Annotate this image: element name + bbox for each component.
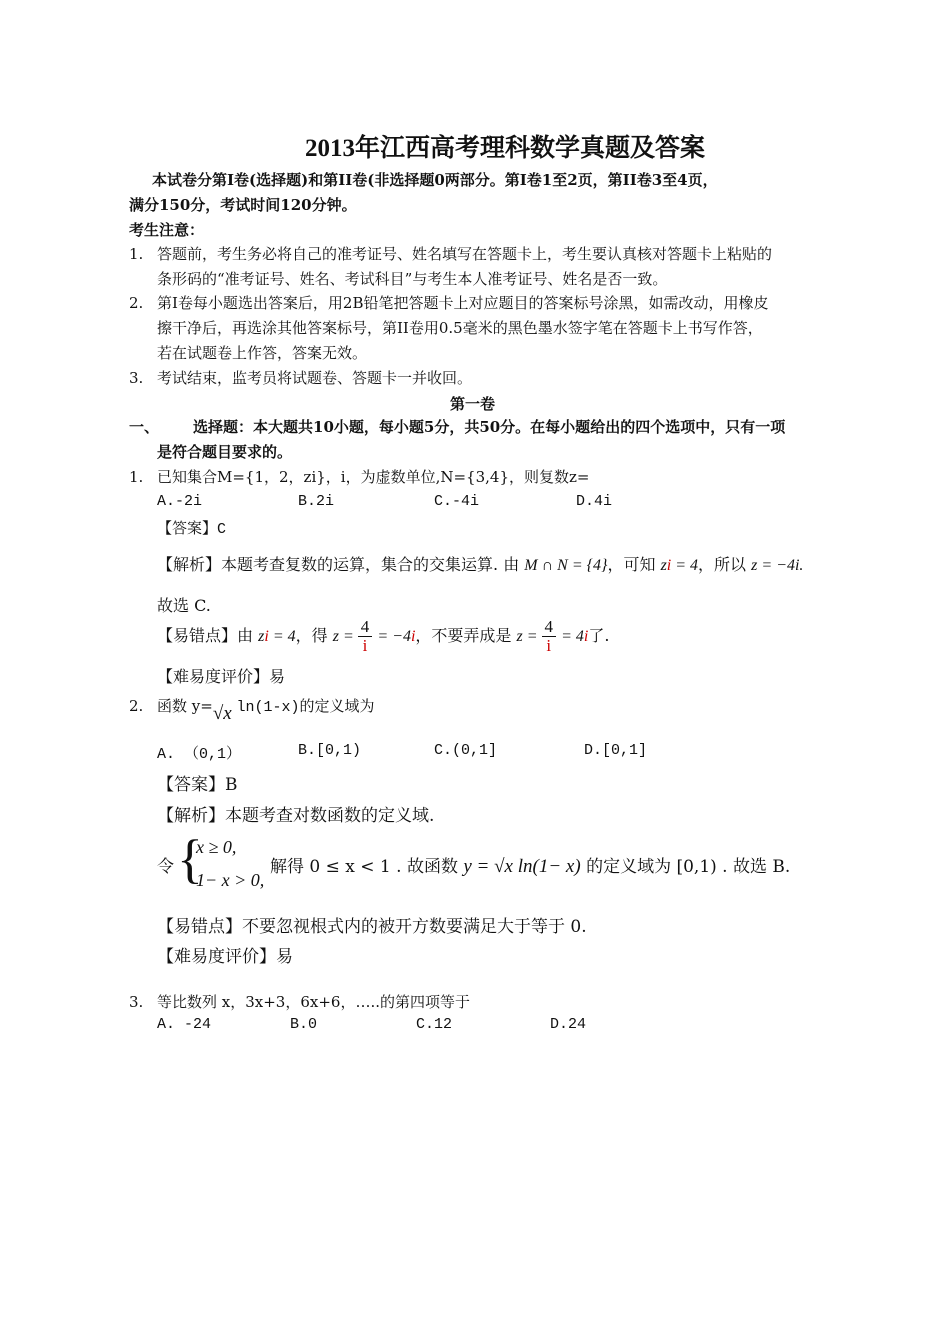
section-line-2: 是符合题目要求的。 xyxy=(157,443,293,461)
sqrt-x: √x xyxy=(212,703,232,724)
q3-option-a: A. -24 xyxy=(157,1016,212,1033)
answer-value: C xyxy=(217,521,227,538)
q1-difficulty: 【难易度评价】易 xyxy=(157,667,286,686)
notice-line: 擦干净后，再选涂其他答案标号，第II卷用0.5毫米的黑色墨水签字笔在答题卡上书写作答， xyxy=(157,319,763,337)
q2-solution: 解得 0 ≤ x < 1 . 故函数 y = √x ln(1− x) 的定义域为 [0,1) . 故选 B. xyxy=(270,856,791,877)
fraction: $\frac{4}{i}$ xyxy=(542,618,557,655)
q1-stem: 已知集合M={1，2，zi}，i，为虚数单位,N={3,4}，则复数z= xyxy=(157,468,590,486)
q1-answer xyxy=(157,517,226,541)
fraction: $\frac{4}{i}$ xyxy=(358,618,373,655)
q3-option-b: B.0 xyxy=(290,1016,318,1033)
q2-option-d: D.[0,1] xyxy=(584,742,648,759)
part-title: 第一卷 xyxy=(450,395,496,413)
q2-ling: 令 xyxy=(157,857,174,877)
q2-option-a: A. （0,1） xyxy=(157,746,242,763)
q1-mistake: 【易错点】由 zi = 4，得 z = $\frac{4}{i}$ = −4i，不要弄成是 z = $\frac{4}{i}$ = 4i了. xyxy=(157,617,610,655)
q3-number: 3. xyxy=(129,993,144,1011)
q3-option-c: C.12 xyxy=(416,1016,453,1033)
intro-line-1: 本试卷分第Ⅰ卷(选择题)和第II卷(非选择题0两部分。第Ⅰ卷1至2页，第II卷3至4页， xyxy=(152,171,718,189)
q2-option-b: B.[0,1) xyxy=(298,742,362,759)
intro-line-2: 满分150分，考试时间120分钟。 xyxy=(129,196,357,214)
analysis-math-intersection: M ∩ N = {4} xyxy=(524,557,608,574)
notice-num: 2. xyxy=(129,294,144,312)
page-title: 2013年江西高考理科数学真题及答案 xyxy=(305,135,706,162)
q3-option-d: D.24 xyxy=(550,1016,587,1033)
notice-line: 考试结束，监考员将试题卷、答题卡一并收回。 xyxy=(157,369,473,387)
notice-heading: 考生注意： xyxy=(129,221,205,239)
system-line-2: 1− x > 0, xyxy=(196,870,265,890)
system-line-1: x ≥ 0, xyxy=(196,837,237,857)
analysis-result: z = −4i. xyxy=(751,557,804,574)
analysis-tail: ，所以 xyxy=(698,555,747,574)
q2-difficulty: 【难易度评价】易 xyxy=(157,947,293,967)
q1-number: 1. xyxy=(129,468,144,486)
q1-option-d: D.4i xyxy=(576,493,613,510)
q2-option-c: C.(0,1] xyxy=(434,742,498,759)
notice-line: 第Ⅰ卷每小题选出答案后，用2B铅笔把答题卡上对应题目的答案标号涂黑，如需改动，用橡皮 xyxy=(157,294,769,312)
analysis-tag: 【解析】 xyxy=(157,555,222,574)
analysis-text: 本题考查复数的运算，集合的交集运算. 由 xyxy=(221,555,520,574)
q2-stem: 函数 y=√x ln(1-x)的定义域为 xyxy=(157,697,375,724)
q1-option-c: C.-4i xyxy=(434,493,480,510)
mistake-tag: 【易错点】 xyxy=(157,626,238,645)
section-line-1: 选择题：本大题共10小题，每小题5分，共50分。在每小题给出的四个选项中，只有一项 xyxy=(193,418,786,436)
system-brace: { xyxy=(177,829,203,889)
q2-answer: 【答案】B xyxy=(157,775,238,795)
notice-num: 3. xyxy=(129,369,144,387)
q2-number: 2. xyxy=(129,697,144,715)
notice-line: 若在试题卷上作答，答案无效。 xyxy=(157,344,368,362)
q1-analysis xyxy=(157,552,803,575)
q3-stem: 等比数列 x，3x+3，6x+6，…..的第四项等于 xyxy=(157,993,470,1011)
notice-line: 条形码的“准考证号、姓名、考试科目”与考生本人准考证号、姓名是否一致。 xyxy=(157,270,668,288)
notice-line: 答题前，考生务必将自己的准考证号、姓名填写在答题卡上，考生要认真核对答题卡上粘贴的 xyxy=(157,245,773,263)
q1-option-b: B.2i xyxy=(298,493,335,510)
answer-tag: 【答案】 xyxy=(157,519,218,537)
q1-option-a: A.-2i xyxy=(157,493,203,510)
analysis-math-zi: zi = 4 xyxy=(660,557,699,574)
notice-num: 1. xyxy=(129,245,144,263)
analysis-mid: ，可知 xyxy=(607,555,656,574)
q1-conclusion: 故选 C. xyxy=(157,596,211,615)
q2-analysis: 【解析】本题考查对数函数的定义域. xyxy=(157,806,435,826)
section-number: 一、 xyxy=(129,418,160,436)
q2-mistake: 【易错点】不要忽视根式内的被开方数要满足大于等于 0. xyxy=(157,917,587,937)
